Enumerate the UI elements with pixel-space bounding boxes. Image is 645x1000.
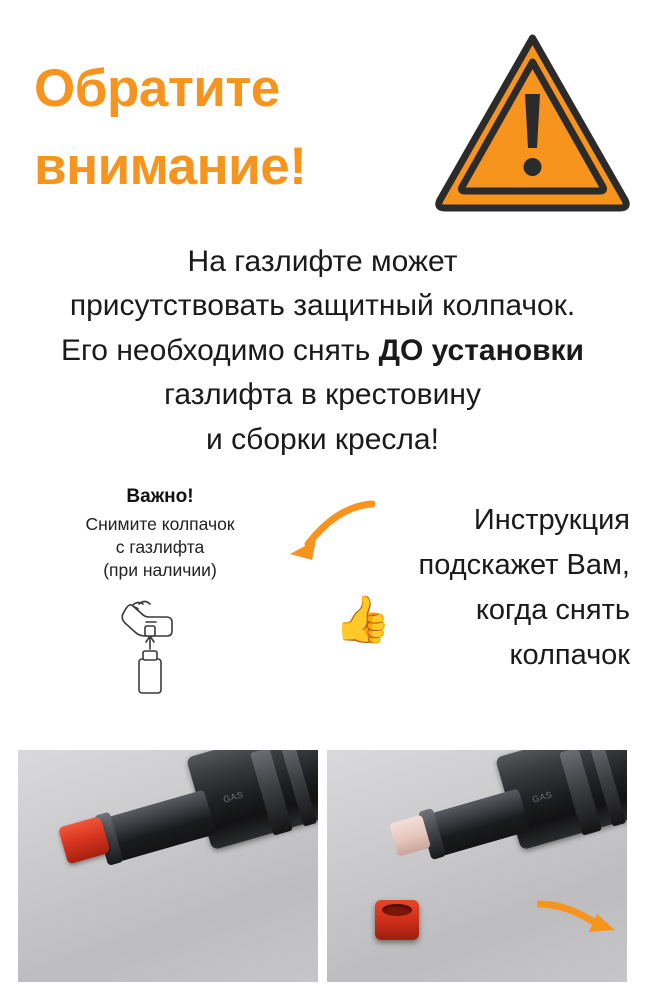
paragraph-line-1: На газлифте может bbox=[187, 245, 458, 278]
photo-strip bbox=[18, 750, 627, 982]
paragraph-line-3 bbox=[0, 329, 645, 373]
warning-triangle-exclamation-icon bbox=[435, 32, 630, 212]
important-subtext-line-3: (при наличии) bbox=[103, 560, 217, 581]
thumbs-up-icon: 👍 bbox=[334, 593, 392, 645]
important-label-card bbox=[60, 486, 260, 582]
main-paragraph bbox=[0, 240, 645, 462]
cylinder-etching-right: GAS bbox=[531, 789, 554, 805]
important-title: Важно! bbox=[126, 486, 194, 507]
paragraph-line-3-bold: ДО установки bbox=[378, 333, 584, 367]
headline-line-2: внимание! bbox=[34, 137, 307, 197]
important-subtext-line-2: с газлифта bbox=[115, 537, 205, 558]
instruction-line-1: Инструкция bbox=[473, 504, 630, 536]
page-title bbox=[34, 50, 434, 207]
arrow-right-icon bbox=[537, 898, 623, 944]
instruction-line-4: колпачок bbox=[509, 638, 630, 671]
gas-lift-with-red-cap-photo bbox=[18, 750, 318, 982]
paragraph-line-5: и сборки кресла! bbox=[206, 422, 439, 456]
instruction-line-2: подскажет Вам, bbox=[418, 548, 630, 581]
gas-lift-illustration-right bbox=[327, 750, 627, 982]
paragraph-line-2: присутствовать защитный колпачок. bbox=[69, 289, 576, 323]
instruction-text bbox=[330, 498, 630, 678]
paragraph-line-3-normal: Его необходимо снять bbox=[61, 333, 379, 367]
instruction-line-3: когда снять bbox=[475, 593, 630, 626]
gas-lift-illustration-left bbox=[18, 750, 318, 982]
hand-removing-cap-pictogram bbox=[108, 596, 213, 696]
removed-red-cap bbox=[375, 900, 419, 940]
gas-lift-cap-removed-photo bbox=[327, 750, 627, 982]
important-subtext-line-1: Снимите колпачок bbox=[85, 514, 235, 534]
important-subtext bbox=[60, 513, 260, 582]
cylinder-etching-left: GAS bbox=[222, 789, 245, 805]
header bbox=[0, 24, 645, 224]
paragraph-line-4: газлифта в крестовину bbox=[164, 378, 481, 412]
headline-line-1: Обратите bbox=[34, 59, 280, 118]
mid-section bbox=[0, 478, 645, 728]
